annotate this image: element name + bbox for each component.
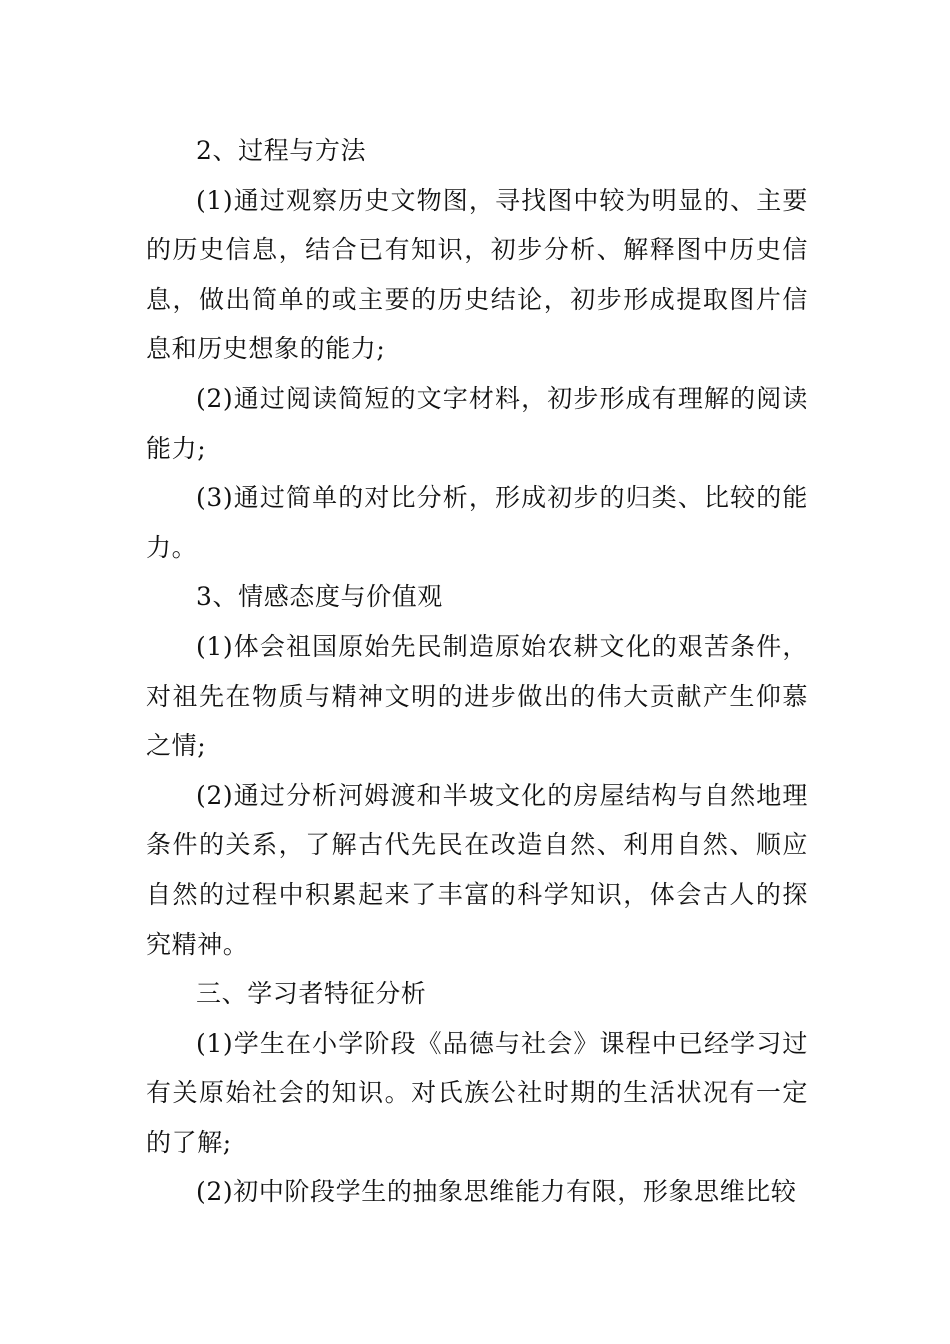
paragraph-learner-2: (2)初中阶段学生的抽象思维能力有限，形象思维比较 xyxy=(196,1177,797,1207)
section-heading-process-method: 2、过程与方法 xyxy=(196,136,367,165)
section-heading-emotion-values: 3、情感态度与价值观 xyxy=(196,582,443,612)
paragraph-emotion-1: (1)体会祖国原始先民制造原始农耕文化的艰苦条件，对祖先在物质与精神文明的进步做出的伟大贡献产生仰慕之情; xyxy=(146,631,808,761)
paragraph-process-1: (1)通过观察历史文物图，寻找图中较为明显的、主要的历史信息，结合已有知识，初步分析、解释图中历史信息，做出简单的或主要的历史结论，初步形成提取图片信息和历史想象的能力; xyxy=(146,185,808,364)
paragraph-process-2: (2)通过阅读简短的文字材料，初步形成有理解的阅读能力; xyxy=(146,383,808,463)
paragraph-process-3: (3)通过简单的对比分析，形成初步的归类、比较的能力。 xyxy=(146,483,808,562)
document-body xyxy=(146,126,808,1217)
section-heading-learner-analysis: 三、学习者特征分析 xyxy=(196,979,427,1009)
paragraph-emotion-2: (2)通过分析河姆渡和半坡文化的房屋结构与自然地理条件的关系，了解古代先民在改造自然、利用自然、顺应自然的过程中积累起来了丰富的科学知识，体会古人的探究精神。 xyxy=(146,780,808,959)
paragraph-learner-1: (1)学生在小学阶段《品德与社会》课程中已经学习过有关原始社会的知识。对氏族公社时期的生活状况有一定的了解; xyxy=(146,1028,808,1157)
